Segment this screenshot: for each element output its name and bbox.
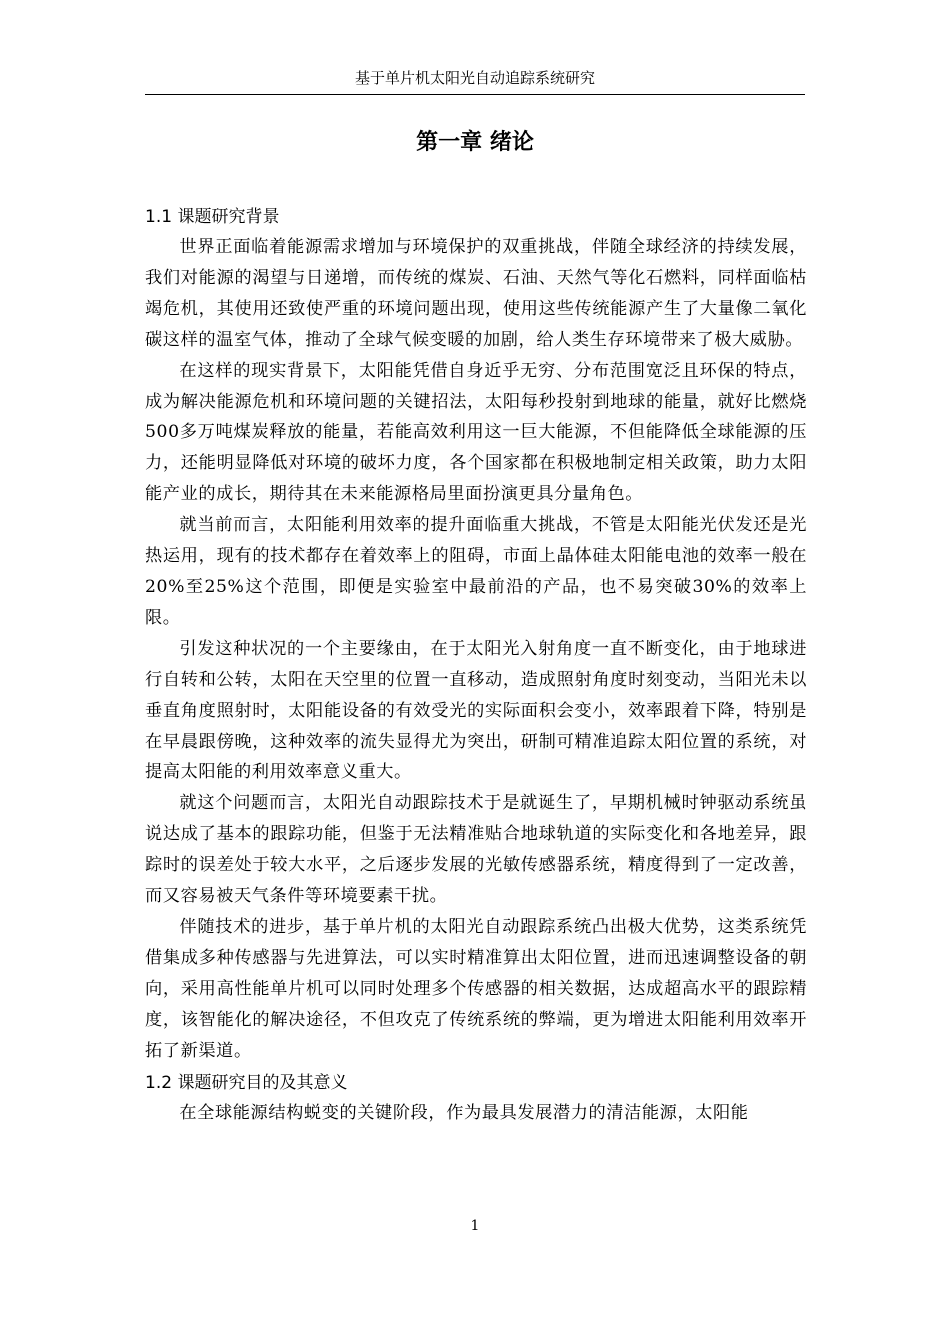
paragraph: 在这样的现实背景下，太阳能凭借自身近乎无穷、分布范围宽泛且环保的特点，成为解决能源危机和环境问题的关键招法，太阳每秒投射到地球的能量，就好比燃烧500多万吨煤炭释放的能量，若能高效利用这一巨大能源，不但能降低全球能源的压力，还能明显降低对环境的破坏力度，各个国家都在积极地制定相关政策，助力太阳能产业的成长，期待其在未来能源格局里面扮演更具分量角色。 — [145, 360, 807, 505]
section-heading-1-2: 1.2 课题研究目的及其意义 — [145, 1073, 348, 1094]
section-heading-1-1: 1.1 课题研究背景 — [145, 207, 280, 227]
header-divider — [145, 94, 805, 95]
paragraph: 就这个问题而言，太阳光自动跟踪技术于是就诞生了，早期机械时钟驱动系统虽说达成了基本的跟踪功能，但鉴于无法精准贴合地球轨道的实际变化和各地差异，跟踪时的误差处于较大水平，之后逐步发展的光敏传感器系统，精度得到了一定改善，而又容易被天气条件等环境要素干扰。 — [145, 793, 807, 907]
running-header: 基于单片机太阳光自动追踪系统研究 — [354, 69, 595, 87]
paragraph: 在全球能源结构蜕变的关键阶段，作为最具发展潜力的清洁能源，太阳能 — [179, 1103, 749, 1124]
paragraph: 引发这种状况的一个主要缘由，在于太阳光入射角度一直不断变化，由于地球进行自转和公转，太阳在天空里的位置一直移动，造成照射角度时刻变动，当阳光未以垂直角度照射时，太阳能设备的有效受光的实际面积会变小，效率跟着下降，特别是在早晨跟傍晚，这种效率的流失显得尤为突出，研制可精准追踪太阳位置的系统，对提高太阳能的利用效率意义重大。 — [145, 638, 807, 783]
paragraph: 世界正面临着能源需求增加与环境保护的双重挑战，伴随全球经济的持续发展，我们对能源的渴望与日递增，而传统的煤炭、石油、天然气等化石燃料，同样面临枯竭危机，其使用还致使严重的环境问题出现，使用这些传统能源产生了大量像二氧化碳这样的温室气体，推动了全球气候变暖的加剧，给人类生存环境带来了极大威胁。 — [145, 237, 807, 350]
paragraph: 伴随技术的进步，基于单片机的太阳光自动跟踪系统凸出极大优势，这类系统凭借集成多种传感器与先进算法，可以实时精准算出太阳位置，进而迅速调整设备的朝向，采用高性能单片机可以同时处理多个传感器的相关数据，达成超高水平的跟踪精度，该智能化的解决途径，不但攻克了传统系统的弊端，更为增进太阳能利用效率开拓了新渠道。 — [145, 916, 807, 1061]
paragraph: 就当前而言，太阳能利用效率的提升面临重大挑战，不管是太阳能光伏发还是光热运用，现有的技术都存在着效率上的阻碍，市面上晶体硅太阳能电池的效率一般在20%至25%这个范围，即便是实验室中最前沿的产品，也不易突破30%的效率上限。 — [145, 515, 807, 628]
page-number: 1 — [470, 1218, 480, 1234]
body-text — [145, 202, 807, 1129]
chapter-title: 第一章 绪论 — [416, 130, 534, 155]
